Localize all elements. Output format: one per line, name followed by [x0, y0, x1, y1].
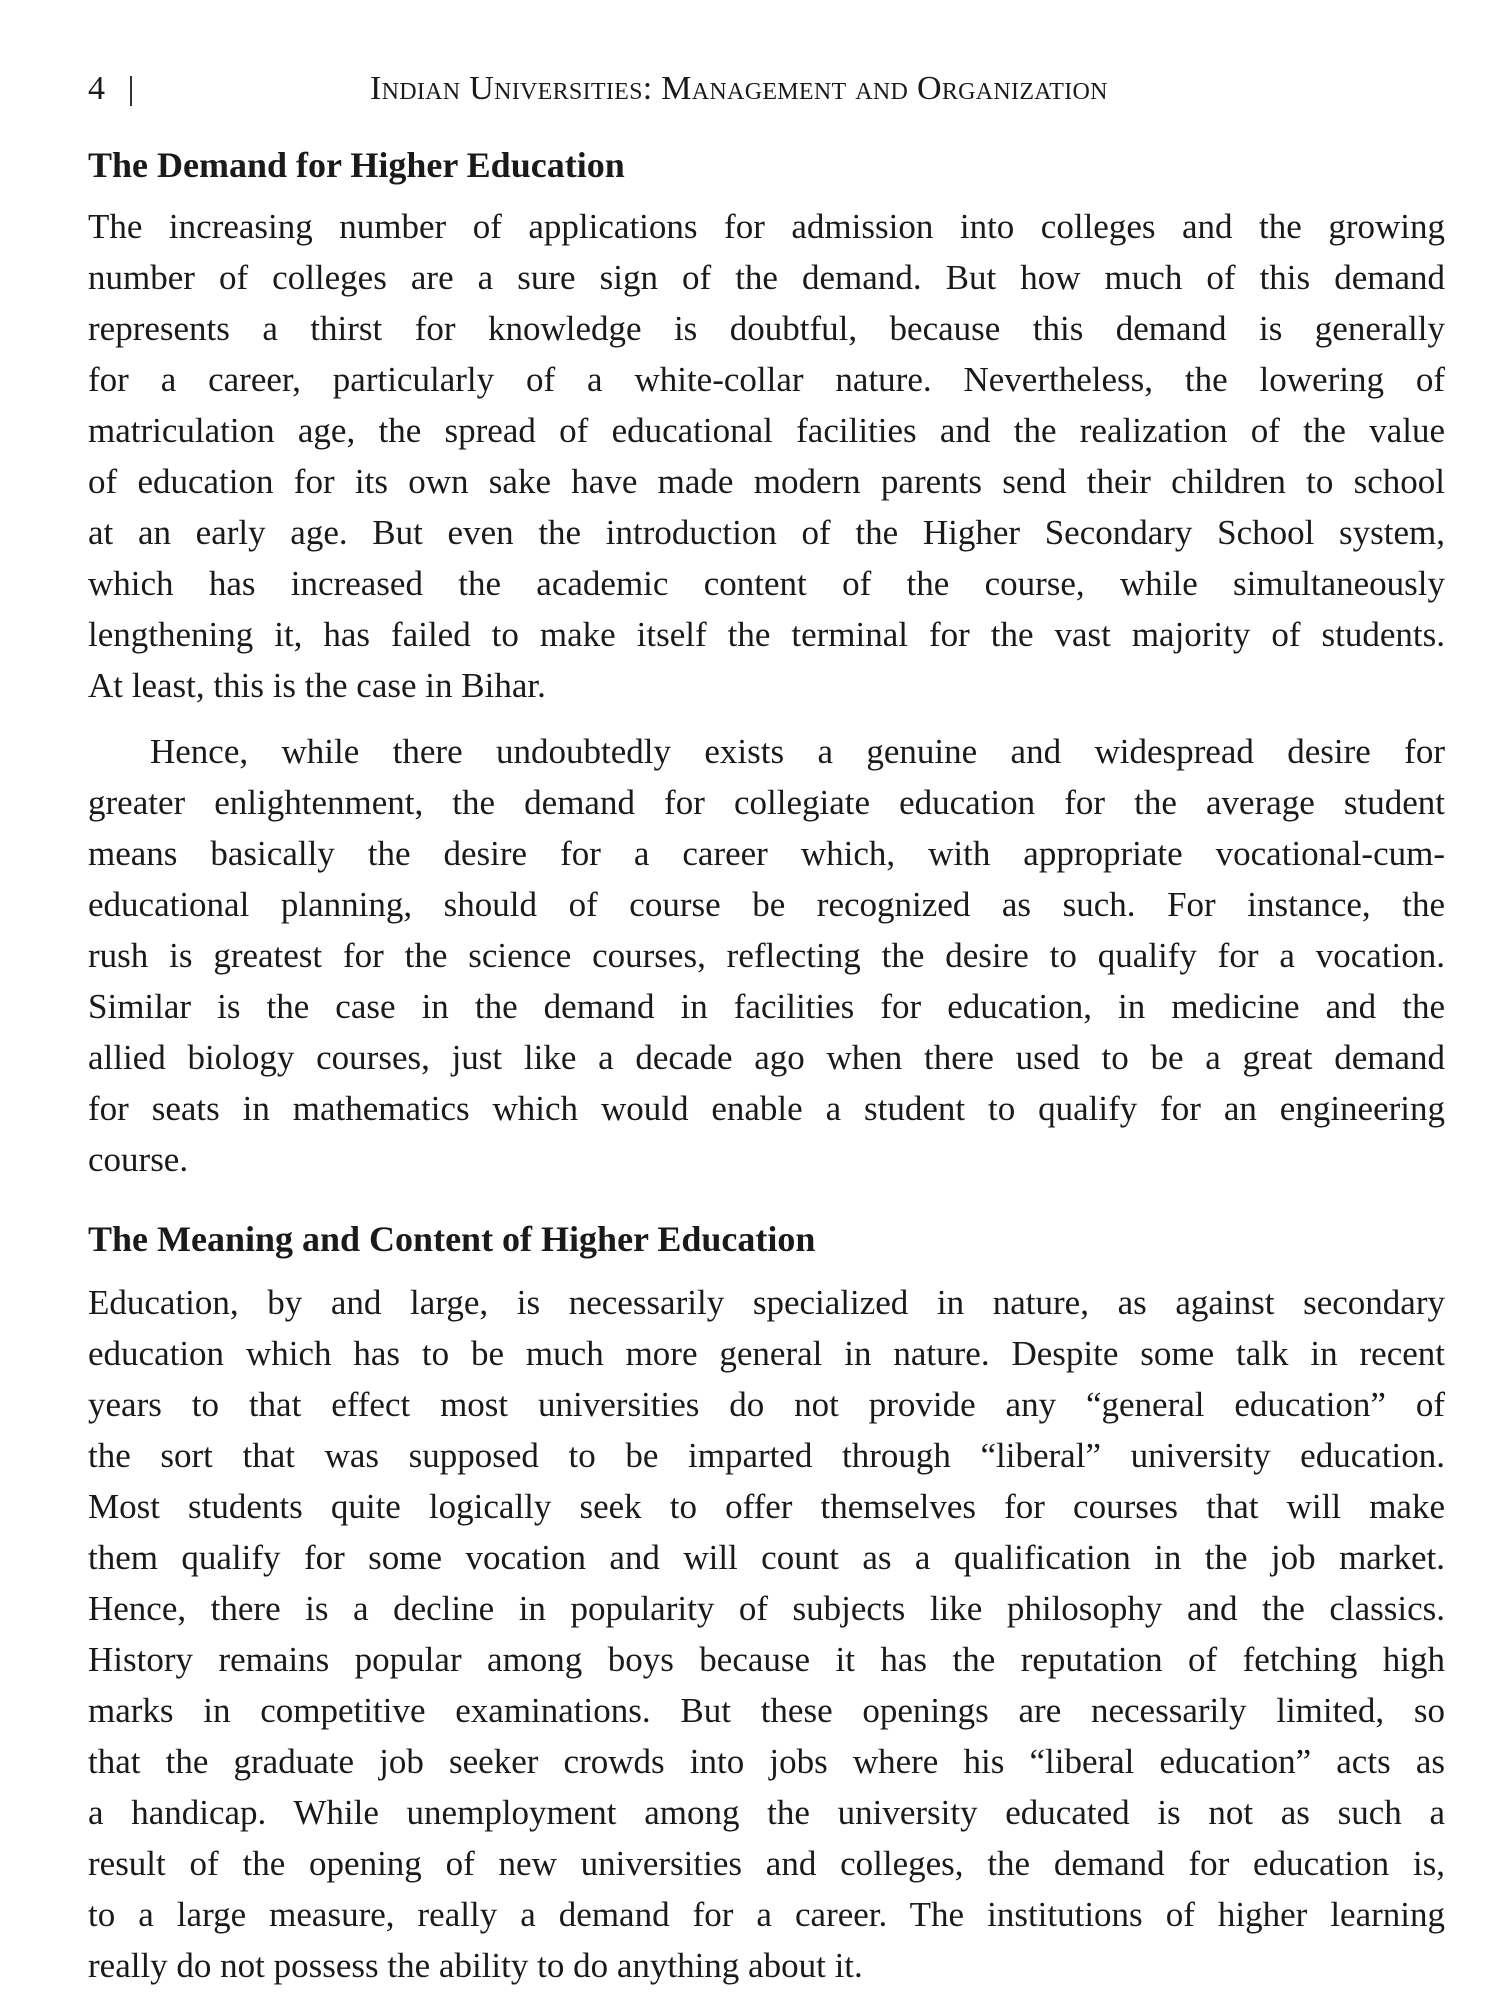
text-line: Education, by and large, is necessarily specialized in nature, as against secondary [88, 1283, 1445, 1322]
text-line: Most students quite logically seek to offer themselves for courses that will make [88, 1487, 1445, 1526]
text-line: At least, this is the case in Bihar. [88, 666, 546, 705]
text-line: number of colleges are a sure sign of the demand. But how much of this demand [88, 258, 1445, 297]
text-line: Hence, there is a decline in popularity of subjects like philosophy and the classics. [88, 1589, 1445, 1628]
text-line: Hence, while there undoubtedly exists a genuine and widespread desire for [150, 732, 1445, 771]
text-line: the sort that was supposed to be imparted through “liberal” university education. [88, 1436, 1445, 1475]
text-line: represents a thirst for knowledge is doubtful, because this demand is generally [88, 309, 1445, 348]
text-line: lengthening it, has failed to make itself the terminal for the vast majority of students. [88, 615, 1445, 654]
section-heading: The Meaning and Content of Higher Education [88, 1219, 816, 1259]
text-line: to a large measure, really a demand for a career. The institutions of higher learning [88, 1895, 1445, 1934]
text-line: that the graduate job seeker crowds into jobs where his “liberal education” acts as [88, 1742, 1445, 1781]
text-line: The increasing number of applications for admission into colleges and the growing [88, 207, 1445, 246]
text-line: greater enlightenment, the demand for collegiate education for the average student [88, 783, 1445, 822]
paragraph [88, 201, 1445, 711]
text-line: education which has to be much more general in nature. Despite some talk in recent [88, 1334, 1445, 1373]
paragraph [88, 726, 1445, 1185]
text-line: result of the opening of new universities and colleges, the demand for education is, [88, 1844, 1445, 1883]
text-line: educational planning, should of course be recognized as such. For instance, the [88, 885, 1445, 924]
text-line: at an early age. But even the introduction of the Higher Secondary School system, [88, 513, 1445, 552]
text-line: course. [88, 1140, 189, 1179]
header-divider [130, 76, 132, 106]
text-line: marks in competitive examinations. But these openings are necessarily limited, so [88, 1691, 1445, 1730]
text-line: allied biology courses, just like a decade ago when there used to be a great demand [88, 1038, 1445, 1077]
text-line: really do not possess the ability to do anything about it. [88, 1946, 863, 1985]
text-line: for a career, particularly of a white-collar nature. Nevertheless, the lowering of [88, 360, 1445, 399]
text-line: of education for its own sake have made modern parents send their children to school [88, 462, 1445, 501]
text-line: Similar is the case in the demand in facilities for education, in medicine and the [88, 987, 1445, 1026]
text-line: means basically the desire for a career which, with appropriate vocational-cum- [88, 834, 1445, 873]
text-line: rush is greatest for the science courses, reflecting the desire to qualify for a vocation. [88, 936, 1445, 975]
paragraph [88, 1277, 1445, 1991]
text-line: matriculation age, the spread of educational facilities and the realization of the value [88, 411, 1445, 450]
section-heading: The Demand for Higher Education [88, 145, 625, 185]
running-title: Indian Universities: Management and Organization [370, 70, 1108, 107]
text-line: a handicap. While unemployment among the university educated is not as such a [88, 1793, 1445, 1832]
text-line: years to that effect most universities do not provide any “general education” of [88, 1385, 1445, 1424]
text-line: for seats in mathematics which would enable a student to qualify for an engineering [88, 1089, 1445, 1128]
text-line: them qualify for some vocation and will count as a qualification in the job market. [88, 1538, 1445, 1577]
text-line: History remains popular among boys because it has the reputation of fetching high [88, 1640, 1445, 1679]
text-line: which has increased the academic content of the course, while simultaneously [88, 564, 1445, 603]
page-number: 4 [88, 70, 105, 107]
